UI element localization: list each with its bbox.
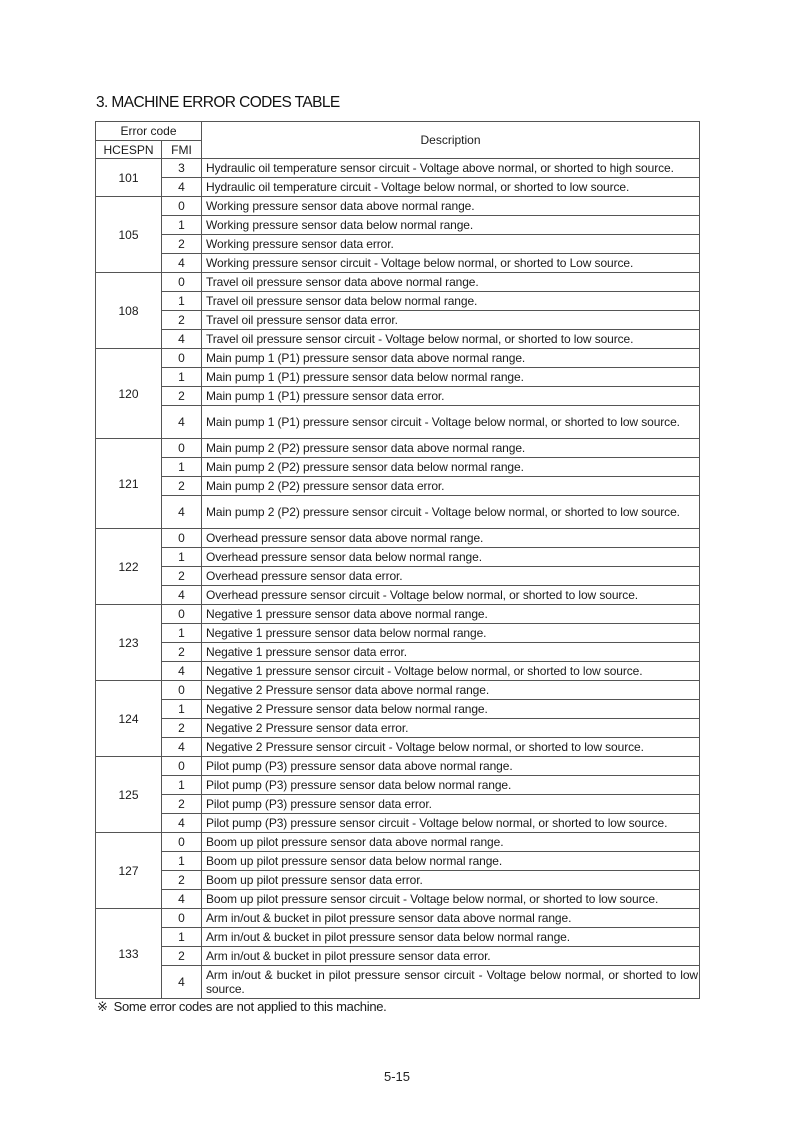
fmi-cell: 4 xyxy=(162,330,202,349)
table-body xyxy=(96,159,700,999)
fmi-cell: 1 xyxy=(162,368,202,387)
hcespn-header: HCESPN xyxy=(96,141,162,159)
hcespn-cell: 122 xyxy=(96,529,162,605)
hcespn-cell: 124 xyxy=(96,681,162,757)
description-cell: Main pump 2 (P2) pressure sensor circuit - Voltage below normal, or shorted to low source. xyxy=(202,496,700,529)
description-cell: Boom up pilot pressure sensor circuit - Voltage below normal, or shorted to low source. xyxy=(202,890,700,909)
description-cell: Main pump 2 (P2) pressure sensor data below normal range. xyxy=(202,458,700,477)
description-cell: Negative 2 Pressure sensor data below normal range. xyxy=(202,700,700,719)
fmi-cell: 2 xyxy=(162,643,202,662)
fmi-cell: 0 xyxy=(162,605,202,624)
table-row xyxy=(96,387,700,406)
table-row xyxy=(96,795,700,814)
fmi-cell: 2 xyxy=(162,947,202,966)
hcespn-cell: 125 xyxy=(96,757,162,833)
description-cell: Boom up pilot pressure sensor data below normal range. xyxy=(202,852,700,871)
hcespn-cell: 101 xyxy=(96,159,162,197)
table-row xyxy=(96,406,700,439)
fmi-cell: 2 xyxy=(162,235,202,254)
description-cell: Travel oil pressure sensor data above normal range. xyxy=(202,273,700,292)
hcespn-cell: 127 xyxy=(96,833,162,909)
table-row xyxy=(96,871,700,890)
table-row xyxy=(96,159,700,178)
description-cell: Negative 2 Pressure sensor circuit - Voltage below normal, or shorted to low source. xyxy=(202,738,700,757)
description-cell: Main pump 1 (P1) pressure sensor data error. xyxy=(202,387,700,406)
table-row xyxy=(96,235,700,254)
description-cell: Negative 2 Pressure sensor data error. xyxy=(202,719,700,738)
fmi-cell: 0 xyxy=(162,833,202,852)
table-row xyxy=(96,662,700,681)
description-cell: Pilot pump (P3) pressure sensor data below normal range. xyxy=(202,776,700,795)
fmi-cell: 4 xyxy=(162,254,202,273)
description-header: Description xyxy=(202,122,700,159)
fmi-cell: 1 xyxy=(162,852,202,871)
description-cell: Overhead pressure sensor data below normal range. xyxy=(202,548,700,567)
fmi-cell: 0 xyxy=(162,529,202,548)
fmi-cell: 0 xyxy=(162,439,202,458)
table-row xyxy=(96,909,700,928)
table-row xyxy=(96,586,700,605)
description-cell: Travel oil pressure sensor circuit - Voltage below normal, or shorted to low source. xyxy=(202,330,700,349)
table-row xyxy=(96,719,700,738)
fmi-cell: 4 xyxy=(162,406,202,439)
table-row xyxy=(96,757,700,776)
hcespn-cell: 120 xyxy=(96,349,162,439)
fmi-cell: 1 xyxy=(162,928,202,947)
description-cell: Main pump 2 (P2) pressure sensor data above normal range. xyxy=(202,439,700,458)
description-cell: Arm in/out & bucket in pilot pressure sensor data above normal range. xyxy=(202,909,700,928)
table-row xyxy=(96,966,700,999)
fmi-cell: 0 xyxy=(162,757,202,776)
hcespn-cell: 123 xyxy=(96,605,162,681)
description-cell: Working pressure sensor circuit - Voltage below normal, or shorted to Low source. xyxy=(202,254,700,273)
error-codes-table xyxy=(95,121,700,999)
table-row xyxy=(96,311,700,330)
table-row xyxy=(96,852,700,871)
fmi-cell: 2 xyxy=(162,871,202,890)
table-row xyxy=(96,368,700,387)
table-row xyxy=(96,529,700,548)
fmi-cell: 1 xyxy=(162,548,202,567)
description-cell: Arm in/out & bucket in pilot pressure sensor circuit - Voltage below normal, or shorted to low source. xyxy=(202,966,700,999)
reference-mark: ※ xyxy=(97,999,108,1014)
fmi-cell: 1 xyxy=(162,458,202,477)
description-cell: Hydraulic oil temperature sensor circuit - Voltage above normal, or shorted to high source. xyxy=(202,159,700,178)
description-cell: Working pressure sensor data above normal range. xyxy=(202,197,700,216)
hcespn-cell: 133 xyxy=(96,909,162,999)
table-row xyxy=(96,477,700,496)
description-cell: Negative 1 pressure sensor data above normal range. xyxy=(202,605,700,624)
page-title: 3. MACHINE ERROR CODES TABLE xyxy=(96,94,340,111)
description-cell: Main pump 1 (P1) pressure sensor data above normal range. xyxy=(202,349,700,368)
table-row xyxy=(96,700,700,719)
description-cell: Main pump 1 (P1) pressure sensor data below normal range. xyxy=(202,368,700,387)
table-row xyxy=(96,254,700,273)
table-row xyxy=(96,890,700,909)
table-row xyxy=(96,458,700,477)
table-row xyxy=(96,681,700,700)
table-row xyxy=(96,776,700,795)
page-number: 5-15 xyxy=(383,1069,411,1084)
table-row xyxy=(96,833,700,852)
fmi-cell: 0 xyxy=(162,681,202,700)
fmi-cell: 0 xyxy=(162,349,202,368)
fmi-cell: 2 xyxy=(162,795,202,814)
fmi-cell: 1 xyxy=(162,700,202,719)
description-cell: Overhead pressure sensor data error. xyxy=(202,567,700,586)
table-row xyxy=(96,273,700,292)
table-row xyxy=(96,548,700,567)
table-row xyxy=(96,292,700,311)
description-cell: Boom up pilot pressure sensor data error. xyxy=(202,871,700,890)
fmi-cell: 2 xyxy=(162,477,202,496)
description-cell: Negative 1 pressure sensor circuit - Voltage below normal, or shorted to low source. xyxy=(202,662,700,681)
description-cell: Overhead pressure sensor circuit - Voltage below normal, or shorted to low source. xyxy=(202,586,700,605)
fmi-cell: 4 xyxy=(162,738,202,757)
fmi-cell: 2 xyxy=(162,311,202,330)
fmi-cell: 0 xyxy=(162,273,202,292)
table-row xyxy=(96,439,700,458)
table-row xyxy=(96,496,700,529)
description-cell: Working pressure sensor data error. xyxy=(202,235,700,254)
fmi-cell: 4 xyxy=(162,814,202,833)
fmi-cell: 4 xyxy=(162,966,202,999)
description-cell: Negative 1 pressure sensor data error. xyxy=(202,643,700,662)
description-cell: Main pump 2 (P2) pressure sensor data error. xyxy=(202,477,700,496)
description-cell: Working pressure sensor data below normal range. xyxy=(202,216,700,235)
hcespn-cell: 108 xyxy=(96,273,162,349)
description-cell: Arm in/out & bucket in pilot pressure sensor data error. xyxy=(202,947,700,966)
hcespn-cell: 105 xyxy=(96,197,162,273)
description-cell: Arm in/out & bucket in pilot pressure sensor data below normal range. xyxy=(202,928,700,947)
fmi-cell: 2 xyxy=(162,387,202,406)
table-row xyxy=(96,624,700,643)
table-row xyxy=(96,216,700,235)
fmi-cell: 1 xyxy=(162,776,202,795)
description-cell: Main pump 1 (P1) pressure sensor circuit - Voltage below normal, or shorted to low source. xyxy=(202,406,700,439)
fmi-cell: 0 xyxy=(162,197,202,216)
table-row xyxy=(96,197,700,216)
fmi-cell: 2 xyxy=(162,567,202,586)
fmi-cell: 3 xyxy=(162,159,202,178)
table-row xyxy=(96,567,700,586)
fmi-cell: 4 xyxy=(162,178,202,197)
fmi-cell: 0 xyxy=(162,909,202,928)
table-row xyxy=(96,947,700,966)
fmi-cell: 1 xyxy=(162,216,202,235)
table-row xyxy=(96,928,700,947)
description-cell: Pilot pump (P3) pressure sensor data above normal range. xyxy=(202,757,700,776)
table-row xyxy=(96,814,700,833)
fmi-cell: 4 xyxy=(162,662,202,681)
fmi-cell: 4 xyxy=(162,586,202,605)
footnote-text: Some error codes are not applied to this machine. xyxy=(113,999,387,1014)
error-code-header: Error code xyxy=(96,122,202,141)
table-row xyxy=(96,178,700,197)
table-row xyxy=(96,643,700,662)
table-row xyxy=(96,605,700,624)
fmi-cell: 2 xyxy=(162,719,202,738)
description-cell: Pilot pump (P3) pressure sensor circuit - Voltage below normal, or shorted to low source. xyxy=(202,814,700,833)
hcespn-cell: 121 xyxy=(96,439,162,529)
description-cell: Travel oil pressure sensor data error. xyxy=(202,311,700,330)
description-cell: Negative 2 Pressure sensor data above normal range. xyxy=(202,681,700,700)
fmi-cell: 4 xyxy=(162,496,202,529)
fmi-cell: 1 xyxy=(162,292,202,311)
fmi-cell: 1 xyxy=(162,624,202,643)
description-cell: Boom up pilot pressure sensor data above normal range. xyxy=(202,833,700,852)
description-cell: Hydraulic oil temperature circuit - Voltage below normal, or shorted to low source. xyxy=(202,178,700,197)
description-cell: Pilot pump (P3) pressure sensor data error. xyxy=(202,795,700,814)
fmi-cell: 4 xyxy=(162,890,202,909)
fmi-header: FMI xyxy=(162,141,202,159)
table-row xyxy=(96,349,700,368)
description-cell: Overhead pressure sensor data above normal range. xyxy=(202,529,700,548)
table-row xyxy=(96,330,700,349)
table-header xyxy=(96,122,700,159)
description-cell: Negative 1 pressure sensor data below normal range. xyxy=(202,624,700,643)
table-row xyxy=(96,738,700,757)
description-cell: Travel oil pressure sensor data below normal range. xyxy=(202,292,700,311)
footnote xyxy=(97,999,387,1015)
